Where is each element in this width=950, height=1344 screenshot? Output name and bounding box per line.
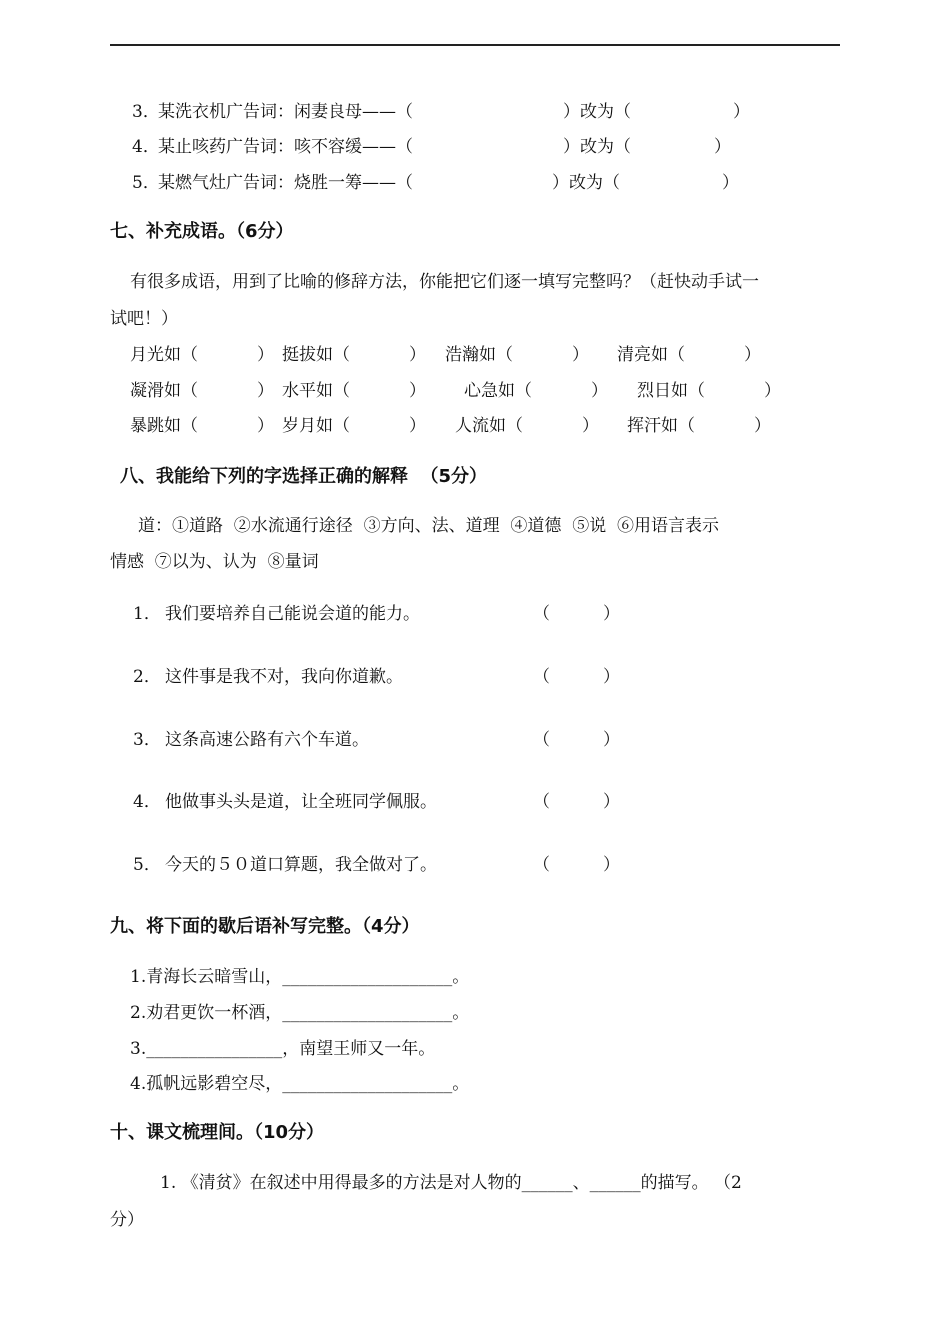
section-10-title: 十、课文梳理间。（10分）	[110, 1122, 325, 1143]
paren-close: ）	[722, 173, 739, 193]
answer-paren-close: ）	[603, 604, 620, 624]
idiom-item: 月光如（	[130, 345, 198, 365]
paren-close: ）	[714, 137, 731, 157]
paren-text: ）改为（	[563, 137, 631, 157]
idiom-item: 浩瀚如（	[445, 345, 513, 365]
header-rule	[110, 44, 840, 46]
definition-list-cont: 情感 ⑦以为、认为 ⑧量词	[110, 552, 319, 572]
idiom-close: ）	[582, 416, 599, 436]
review-question-cont: 分）	[110, 1210, 144, 1230]
answer-paren-open: （	[533, 855, 550, 875]
item-number: 2．	[133, 667, 161, 687]
item-number: 3．	[133, 730, 161, 750]
item-number: 4．	[132, 137, 160, 157]
item-text: 某止咳药广告词：咳不容缓——（	[158, 137, 413, 157]
idiom-close: ）	[409, 416, 426, 436]
idiom-item: 岁月如（	[282, 416, 350, 436]
proverb-line: 4.孤帆远影碧空尽，____________________。	[130, 1074, 470, 1094]
answer-paren-close: ）	[603, 667, 620, 687]
item-number: 5．	[133, 855, 161, 875]
definition-list: 道：①道路 ②水流通行途径 ③方向、法、道理 ④道德 ⑤说 ⑥用语言表示	[138, 516, 720, 536]
paren-text: ）改为（	[563, 102, 631, 122]
item-number: 4．	[133, 792, 161, 812]
idiom-close: ）	[257, 381, 274, 401]
idiom-item: 挥汗如（	[627, 416, 695, 436]
answer-paren-open: （	[533, 604, 550, 624]
idiom-item: 人流如（	[455, 416, 523, 436]
idiom-item: 暴跳如（	[130, 416, 198, 436]
item-text: 我们要培养自己能说会道的能力。	[165, 604, 420, 624]
item-text: 这件事是我不对，我向你道歉。	[165, 667, 403, 687]
idiom-close: ）	[591, 381, 608, 401]
item-text: 某洗衣机广告词：闲妻良母——（	[158, 102, 413, 122]
idiom-item: 凝滑如（	[130, 381, 198, 401]
idiom-close: ）	[754, 416, 771, 436]
item-text: 今天的５０道口算题，我全做对了。	[165, 855, 437, 875]
idiom-close: ）	[764, 381, 781, 401]
idiom-item: 心急如（	[464, 381, 532, 401]
idiom-item: 烈日如（	[637, 381, 705, 401]
paren-text: ）改为（	[552, 173, 620, 193]
answer-paren-close: ）	[603, 855, 620, 875]
section-7-intro: 有很多成语，用到了比喻的修辞方法，你能把它们逐一填写完整吗？（赶快动手试一	[130, 272, 759, 292]
answer-paren-open: （	[533, 792, 550, 812]
answer-paren-close: ）	[603, 730, 620, 750]
section-7-intro-cont: 试吧！）	[110, 309, 178, 329]
item-number: 1．	[133, 604, 161, 624]
item-number: 3．	[132, 102, 160, 122]
proverb-line: 3.________________，南望王师又一年。	[130, 1039, 436, 1059]
proverb-line: 1.青海长云暗雪山，____________________。	[130, 967, 470, 987]
proverb-line: 2.劝君更饮一杯酒，____________________。	[130, 1003, 470, 1023]
section-7-title: 七、补充成语。（6分）	[110, 221, 294, 242]
idiom-close: ）	[409, 345, 426, 365]
idiom-close: ）	[257, 345, 274, 365]
idiom-close: ）	[257, 416, 274, 436]
answer-paren-open: （	[533, 730, 550, 750]
idiom-item: 挺拔如（	[282, 345, 350, 365]
item-number: 5．	[132, 173, 160, 193]
item-text: 某燃气灶广告词：烧胜一筹——（	[158, 173, 413, 193]
section-8-title: 八、我能给下列的字选择正确的解释 （5分）	[120, 466, 488, 487]
answer-paren-open: （	[533, 667, 550, 687]
review-question: 1. 《清贫》在叙述中用得最多的方法是对人物的______、______的描写。 （2	[160, 1173, 742, 1193]
idiom-item: 清亮如（	[617, 345, 685, 365]
section-9-title: 九、将下面的歇后语补写完整。（4分）	[110, 916, 420, 937]
paren-close: ）	[733, 102, 750, 122]
item-text: 他做事头头是道，让全班同学佩服。	[165, 792, 437, 812]
item-text: 这条高速公路有六个车道。	[165, 730, 369, 750]
answer-paren-close: ）	[603, 792, 620, 812]
idiom-close: ）	[572, 345, 589, 365]
idiom-close: ）	[744, 345, 761, 365]
idiom-item: 水平如（	[282, 381, 350, 401]
idiom-close: ）	[409, 381, 426, 401]
